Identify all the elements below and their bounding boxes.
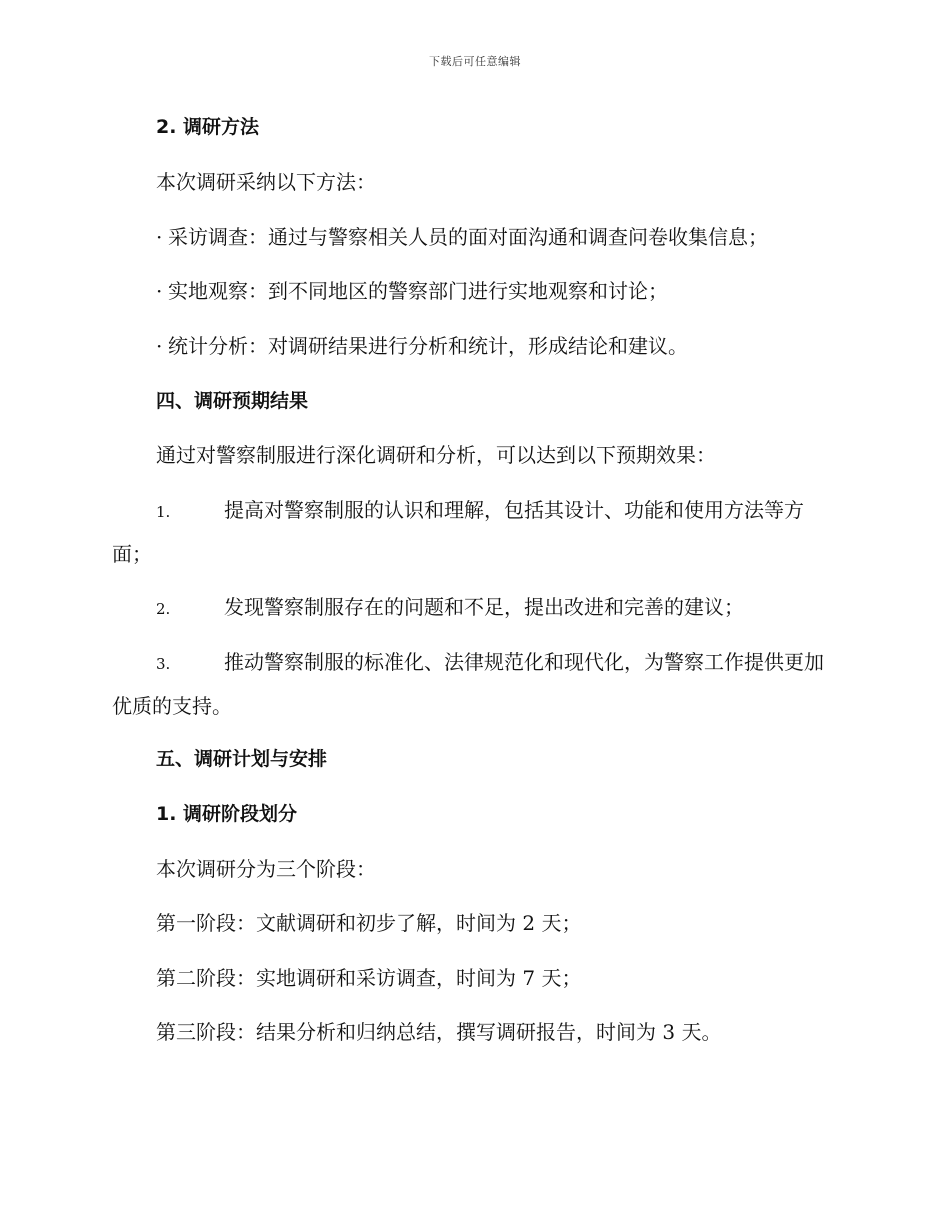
bullet-mark: ·	[156, 334, 163, 358]
item-text: 推动警察制服的标准化、法律规范化和现代化，为警察工作提供更加优质的支持。	[112, 650, 824, 718]
bullet-item	[112, 216, 876, 258]
results-intro: 通过对警察制服进行深化调研和分析，可以达到以下预期效果：	[156, 443, 716, 467]
page-header-note: 下载后可任意编辑	[429, 55, 521, 68]
item-text: 发现警察制服存在的问题和不足，提出改进和完善的建议；	[224, 595, 744, 619]
stage-item: 第二阶段：实地调研和采访调查，时间为 7 天；	[156, 966, 582, 990]
item-number: 3.	[156, 655, 171, 673]
section-heading-results: 四、调研预期结果	[156, 390, 309, 412]
bullet-mark: ·	[156, 279, 163, 303]
numbered-item	[112, 489, 832, 575]
item-text: 提高对警察制服的认识和理解，包括其设计、功能和使用方法等方面；	[112, 498, 804, 566]
plan-intro: 本次调研分为三个阶段：	[156, 857, 376, 881]
bullet-text: 统计分析：对调研结果进行分析和统计，形成结论和建议。	[168, 334, 688, 358]
numbered-item	[112, 641, 832, 727]
bullet-item	[112, 325, 876, 367]
section-heading-method: 2. 调研方法	[156, 116, 260, 138]
bullet-item	[112, 270, 876, 312]
bullet-text: 实地观察：到不同地区的警察部门进行实地观察和讨论；	[168, 279, 668, 303]
bullet-mark: ·	[156, 225, 163, 249]
item-number: 1.	[156, 503, 171, 521]
stage-item: 第一阶段：文献调研和初步了解，时间为 2 天；	[156, 911, 582, 935]
item-number: 2.	[156, 600, 171, 618]
subheading-stages: 1. 调研阶段划分	[156, 803, 298, 825]
section-heading-plan: 五、调研计划与安排	[156, 748, 328, 770]
numbered-item	[112, 586, 832, 630]
bullet-text: 采访调查：通过与警察相关人员的面对面沟通和调查问卷收集信息；	[168, 225, 768, 249]
method-intro: 本次调研采纳以下方法：	[156, 170, 376, 194]
stage-item: 第三阶段：结果分析和归纳总结，撰写调研报告，时间为 3 天。	[156, 1020, 722, 1044]
